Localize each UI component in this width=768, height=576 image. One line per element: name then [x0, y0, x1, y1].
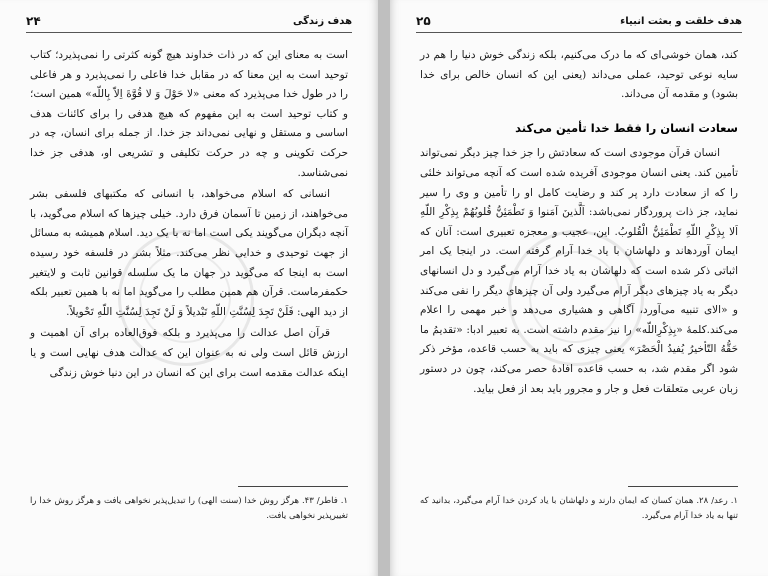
right-paragraph-1: کند، همان خوشی‌ای که ما درک می‌کنیم، بلکه زندگی خوش دنیا را هم در سایه نوعی توحید، عملی می‌داند (یعنی این که انسان خالص برای خدا بشود) و مقدمه آن می‌داند.: [420, 49, 738, 101]
left-footnote: ۱. فاطر/ ۴۳. هرگز روش خدا (سنت الهی) را تبدیل‌پذیر نخواهی یافت و هرگز روش خدا را تغییرپذیر نخواهی یافت.: [30, 496, 348, 521]
left-page-body: [30, 46, 348, 385]
left-paragraph-3: قرآن اصل عدالت را می‌پذیرد و بلکه فوق‌العاده برای آن اهمیت و ارزش قائل است ولی نه به عنوان این که عدالت هدف نهایی است و یا اینکه عدالت مقدمه است برای این که انسان در این دنیا خوش زندگی: [30, 327, 348, 379]
right-page-number: ۲۵: [416, 14, 431, 28]
left-paragraph-2: انسانی که اسلام می‌خواهد، با انسانی که مکتبهای فلسفی بشر می‌خواهند، از زمین تا آسمان فرق دارد. خیلی چیزها که اسلام می‌گوید، با آنچه دیگران می‌گویند یکی است اما نه با یک دید. اسلام همیشه به مسائل از جهت توحیدی و خدایی نظر می‌کند. مثلاً بشر در فلسفه خود رسیده است به اینجا که می‌گوید در جهان ما یک سلسله قوانین ثابت و لایتغیر حکمفرماست. قرآن هم همین مطلب را می‌گوید اما نه با همین تعبیر بلکه از دید الهی: فَلَنْ تَجِدَ لِسُنَّتِ اللّهِ تَبْدیلاً وَ لَنْ تَجِدَ لِسُنَّتِ اللّهِ تَحْویلاً.: [30, 188, 348, 318]
right-page-body: [420, 46, 738, 401]
right-footnote: ۱. رعد/ ۲۸. همان کسان که ایمان دارند و دلهاشان با یاد کردن خدا آرام می‌گیرد، بدانید که تنها به یاد خدا آرام می‌گیرد.: [420, 496, 738, 521]
left-page: [0, 0, 378, 576]
footnote-divider: [628, 486, 738, 487]
left-page-header: [26, 10, 352, 33]
right-page-header: [416, 10, 742, 33]
section-heading: سعادت انسان را فقط خدا تأمین می‌کند: [515, 120, 738, 135]
left-header-title: هدف زندگی: [292, 15, 352, 27]
book-gutter: [378, 0, 390, 576]
right-header-title: هدف خلقت و بعثت انبیاء: [620, 15, 742, 27]
left-paragraph-1: است به معنای این که در ذات خداوند هیچ گونه کثرتی را نمی‌پذیرد؛ کتاب توحید است به این معنا که در مقابل خدا فاعلی را نمی‌پذیرد و هر فاعلی را در طول خدا می‌پذیرد که معنی «لا حَوْلَ وَ لا قُوَّةَ اِلاّ بِاللّه» همین است؛ و کتاب توحید است به این مفهوم که هیچ هدفی را برای کائنات هدف اساسی و مستقل و نهایی نمی‌داند جز خدا. از جمله برای انسان، چه در حرکت تکوینی و چه در حرکت تکلیفی و تشریعی او، هدفی جز خدا نمی‌شناسد.: [30, 49, 348, 179]
left-page-number: ۲۴: [26, 14, 41, 28]
footnote-divider: [238, 486, 348, 487]
right-page: [390, 0, 768, 576]
right-paragraph-2: انسان قرآن موجودی است که سعادتش را جز خدا چیز دیگر نمی‌تواند تأمین کند. یعنی انسان موجودی آفریده شده است که آنچه می‌تواند خلئی را که از سعادت دارد پر کند و رضایت کامل او را تأمین و وی را سیر نماید، جز ذات پروردگار نمی‌باشد: اَلَّذینَ آمَنوا وَ تَطْمَئِنُّ قُلوبُهُمْ بِذِکْرِ اللّهِ اَلا بِذِکْرِ اللّهِ تَطْمَئِنُّ الْقُلوبُ. این، عجیب و معجزه تعبیری است: آنان که ایمان آوردهاند و دلهاشان با یاد خدا آرام گرفته است. در اینجا یک امر اثباتی ذکر شده است که دلهاشان به یاد خدا آرام می‌گیرد و دل انسانهای دیگر به یاد چیزهای دیگر آرام می‌گیرد ولی آن چیزهای دیگر را نفی می‌کند و «الای تنبیه می‌آورد، آگاهی و هشیاری می‌دهد و خبر مهمی را اعلام می‌کند.کلمهٔ «بِذِکْرِاللّه» را نیز مقدم داشته است. به تعبیر ادبا: «تقدیمُ ما حَقُّهُ التّأخیرُ یُفیدُ الْحَصْرَ» یعنی چیزی که باید به حسب قاعده، مؤخر ذکر شود اگر مقدم شد، به حسب قاعده افادهٔ حصر می‌کند، چون در دستور زبان عربی متعلقات فعل و جار و مجرور باید بعد از فعل بیاید.: [420, 147, 738, 395]
